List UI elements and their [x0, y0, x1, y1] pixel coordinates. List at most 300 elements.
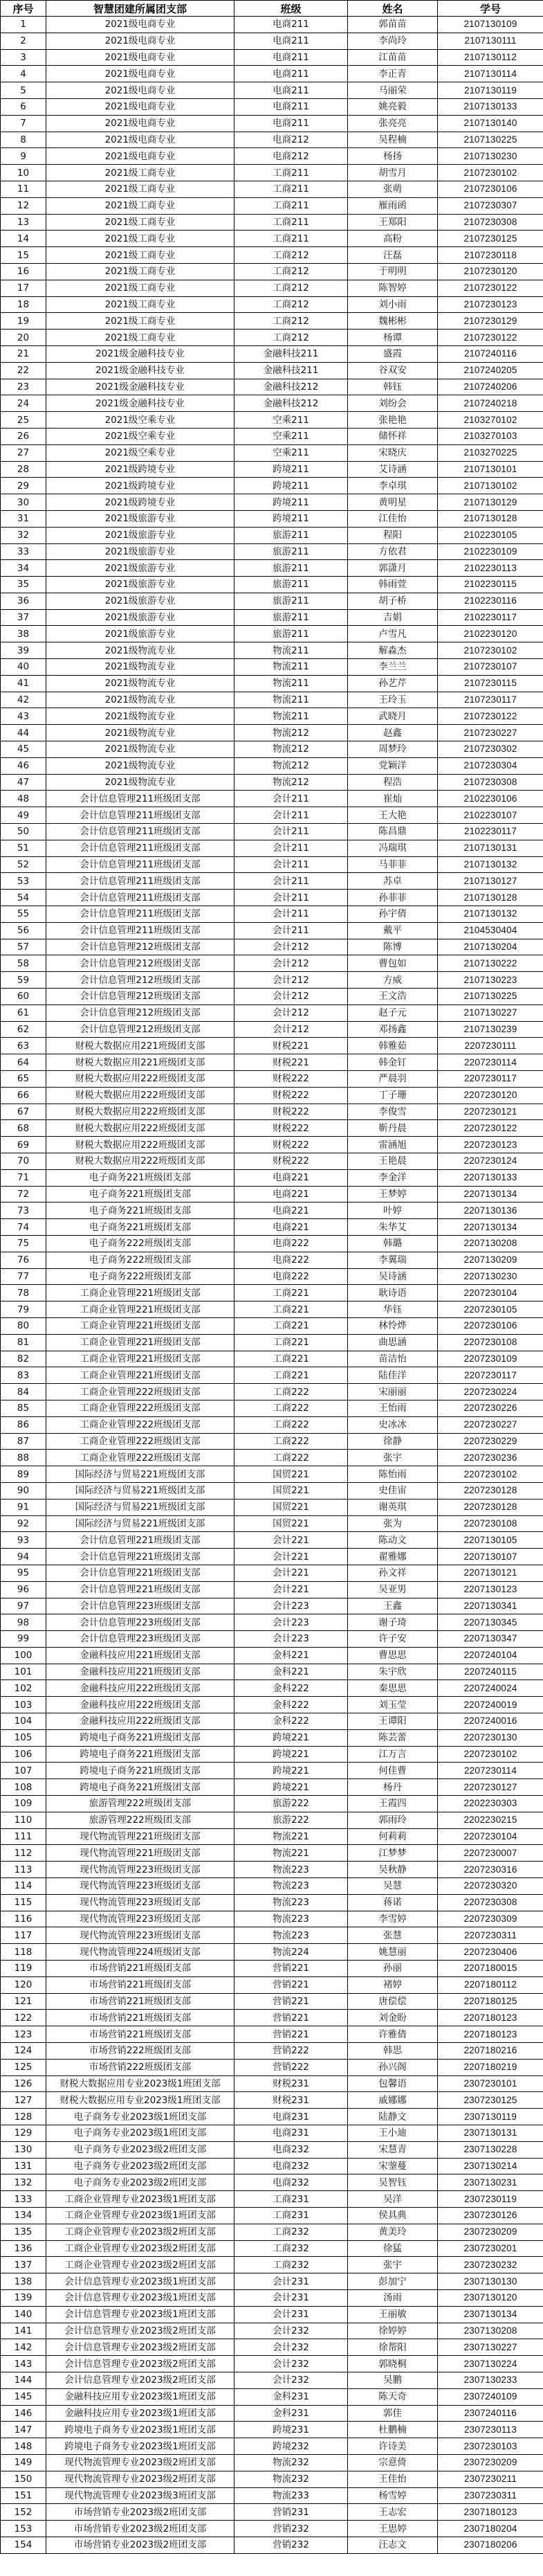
cell-index: 152 [1, 2504, 46, 2521]
table-row [1, 2454, 543, 2471]
cell-name: 林怜烨 [348, 1317, 438, 1334]
table-row [1, 642, 543, 659]
cell-student-id: 2307130228 [438, 2141, 543, 2158]
cell-name: 王艳晨 [348, 1153, 438, 1169]
cell-name: 李雪婷 [348, 1911, 438, 1927]
cell-index: 94 [1, 1549, 46, 1565]
cell-branch: 2021级电商专业 [46, 82, 234, 99]
cell-index: 5 [1, 82, 46, 99]
cell-branch: 2021级空乘专业 [46, 444, 234, 461]
cell-index: 53 [1, 873, 46, 890]
table-row [1, 1828, 543, 1845]
table-row [1, 1647, 543, 1664]
table-row [1, 1499, 543, 1515]
table-row [1, 2521, 543, 2537]
cell-branch: 国际经济与贸易221班级团支部 [46, 1466, 234, 1483]
table-row [1, 807, 543, 824]
cell-student-id: 2107130225 [438, 989, 543, 1005]
cell-branch: 电子商务221班级团支部 [46, 1169, 234, 1186]
cell-class: 会计232 [234, 2323, 348, 2339]
cell-name: 蒋诺 [348, 1894, 438, 1911]
cell-index: 118 [1, 1944, 46, 1961]
cell-branch: 2021级物流专业 [46, 741, 234, 758]
cell-index: 9 [1, 148, 46, 165]
table-row [1, 1219, 543, 1236]
table-row [1, 1581, 543, 1598]
cell-class: 电商222 [234, 1268, 348, 1285]
cell-index: 151 [1, 2487, 46, 2504]
cell-name: 王文浩 [348, 989, 438, 1005]
cell-index: 98 [1, 1614, 46, 1631]
cell-student-id: 2207230120 [438, 1087, 543, 1104]
cell-index: 147 [1, 2422, 46, 2438]
cell-class: 会计223 [234, 1631, 348, 1648]
cell-branch: 2021级电商专业 [46, 33, 234, 49]
cell-branch: 市场营销222班级团支部 [46, 2043, 234, 2060]
cell-index: 114 [1, 1878, 46, 1895]
cell-name: 吴慧 [348, 1878, 438, 1895]
cell-index: 126 [1, 2075, 46, 2092]
cell-class: 国贸221 [234, 1515, 348, 1532]
cell-branch: 会计信息管理223班级团支部 [46, 1631, 234, 1648]
table-row [1, 444, 543, 461]
cell-student-id: 2207230309 [438, 1911, 543, 1927]
cell-name: 戚娜娜 [348, 2092, 438, 2109]
cell-index: 40 [1, 659, 46, 676]
cell-index: 150 [1, 2471, 46, 2487]
cell-index: 115 [1, 1894, 46, 1911]
table-row [1, 2405, 543, 2422]
cell-class: 工商221 [234, 1317, 348, 1334]
cell-branch: 会计信息管理223班级团支部 [46, 1598, 234, 1614]
cell-name: 谷双安 [348, 362, 438, 379]
cell-name: 刘纷会 [348, 395, 438, 412]
cell-branch: 会计信息管理212班级团支部 [46, 1005, 234, 1021]
table-row [1, 1961, 543, 1977]
cell-class: 会计221 [234, 1532, 348, 1549]
table-row [1, 1317, 543, 1334]
cell-student-id: 2107130140 [438, 115, 543, 132]
cell-student-id: 2107230122 [438, 708, 543, 725]
cell-index: 105 [1, 1729, 46, 1746]
cell-branch: 2021级工商专业 [46, 263, 234, 280]
cell-name: 马菲菲 [348, 856, 438, 873]
cell-index: 29 [1, 478, 46, 494]
table-row [1, 1976, 543, 1993]
cell-class: 电商221 [234, 1203, 348, 1219]
cell-name: 吴洋 [348, 2191, 438, 2208]
cell-student-id: 2307230103 [438, 2438, 543, 2455]
table-row [1, 1466, 543, 1483]
cell-branch: 会计信息管理专业2023级1班团支部 [46, 2289, 234, 2306]
cell-name: 包馨语 [348, 2075, 438, 2092]
cell-student-id: 2207230226 [438, 1400, 543, 1416]
cell-name: 马丽荣 [348, 82, 438, 99]
cell-student-id: 2307230126 [438, 2207, 543, 2224]
cell-name: 王郑阳 [348, 214, 438, 231]
cell-class: 跨境232 [234, 2438, 348, 2455]
cell-class: 电商211 [234, 66, 348, 82]
cell-student-id: 2207130345 [438, 1614, 543, 1631]
cell-name: 陆佳洋 [348, 1367, 438, 1384]
cell-class: 电商211 [234, 82, 348, 99]
cell-index: 92 [1, 1515, 46, 1532]
cell-student-id: 2207230102 [438, 1746, 543, 1763]
cell-branch: 会计信息管理211班级团支部 [46, 840, 234, 856]
cell-class: 电商211 [234, 17, 348, 33]
table-row [1, 231, 543, 247]
cell-branch: 工商企业管理专业2023级1班团支部 [46, 2207, 234, 2224]
cell-class: 跨境211 [234, 478, 348, 494]
cell-index: 7 [1, 115, 46, 132]
cell-branch: 2021级电商专业 [46, 66, 234, 82]
cell-student-id: 2107230129 [438, 313, 543, 330]
cell-branch: 旅游管理222班级团支部 [46, 1812, 234, 1828]
cell-class: 工商212 [234, 296, 348, 313]
table-row [1, 280, 543, 296]
cell-student-id: 2207130134 [438, 1186, 543, 1203]
table-row [1, 478, 543, 494]
cell-student-id: 2107240205 [438, 362, 543, 379]
table-row [1, 1400, 543, 1416]
cell-name: 许子安 [348, 1631, 438, 1648]
cell-name: 朱华艾 [348, 1219, 438, 1236]
cell-branch: 2021级旅游专业 [46, 577, 234, 593]
cell-student-id: 2307230119 [438, 2191, 543, 2208]
cell-name: 刘金盼 [348, 2010, 438, 2026]
cell-student-id: 2202230215 [438, 1812, 543, 1828]
cell-index: 38 [1, 626, 46, 642]
cell-class: 营销221 [234, 2010, 348, 2026]
table-row [1, 2388, 543, 2405]
cell-student-id: 2207230104 [438, 1285, 543, 1301]
table-row [1, 1680, 543, 1697]
table-row [1, 1812, 543, 1828]
cell-index: 145 [1, 2388, 46, 2405]
cell-name: 王佳怡 [348, 2471, 438, 2487]
cell-student-id: 2107130230 [438, 148, 543, 165]
cell-class: 金科221 [234, 1664, 348, 1680]
cell-branch: 2021级物流专业 [46, 725, 234, 741]
cell-student-id: 2107230123 [438, 296, 543, 313]
cell-student-id: 2107130129 [438, 494, 543, 511]
cell-index: 140 [1, 2306, 46, 2323]
cell-student-id: 2307130120 [438, 2289, 543, 2306]
cell-name: 苏卓 [348, 873, 438, 890]
cell-class: 会计231 [234, 2273, 348, 2290]
cell-index: 26 [1, 428, 46, 444]
cell-name: 程阳 [348, 527, 438, 543]
cell-branch: 2021级跨境专业 [46, 461, 234, 478]
table-row [1, 577, 543, 593]
cell-index: 45 [1, 741, 46, 758]
cell-index: 13 [1, 214, 46, 231]
cell-index: 62 [1, 1021, 46, 1038]
cell-class: 国贸221 [234, 1499, 348, 1515]
cell-class: 金融科技212 [234, 395, 348, 412]
cell-index: 44 [1, 725, 46, 741]
cell-name: 谢英琪 [348, 1499, 438, 1515]
table-row [1, 906, 543, 923]
cell-index: 58 [1, 955, 46, 972]
table-row [1, 1515, 543, 1532]
cell-index: 46 [1, 757, 46, 774]
cell-branch: 会计信息管理专业2023级2班团支部 [46, 2339, 234, 2356]
cell-class: 电商211 [234, 98, 348, 115]
cell-class: 工商221 [234, 1334, 348, 1351]
cell-student-id: 2107130109 [438, 17, 543, 33]
cell-branch: 市场营销专业2023级2班团支部 [46, 2537, 234, 2553]
cell-branch: 会计信息管理212班级团支部 [46, 972, 234, 989]
cell-branch: 工商企业管理222班级团支部 [46, 1416, 234, 1433]
table-row [1, 494, 543, 511]
table-row [1, 2010, 543, 2026]
cell-student-id: 2207130136 [438, 1203, 543, 1219]
cell-branch: 现代物流管理223班级团支部 [46, 1894, 234, 1911]
cell-branch: 会计信息管理专业2023级2班团支部 [46, 2323, 234, 2339]
cell-class: 工商211 [234, 181, 348, 197]
cell-branch: 现代物流管理224班级团支部 [46, 1944, 234, 1961]
cell-class: 物流224 [234, 1944, 348, 1961]
cell-student-id: 2307230211 [438, 2471, 543, 2487]
cell-name: 苗洁怡 [348, 1351, 438, 1367]
cell-index: 78 [1, 1285, 46, 1301]
cell-branch: 工商企业管理221班级团支部 [46, 1317, 234, 1334]
cell-class: 会计211 [234, 873, 348, 890]
cell-class: 金融科技212 [234, 379, 348, 395]
cell-branch: 2021级金融科技专业 [46, 362, 234, 379]
cell-name: 叶婷 [348, 1203, 438, 1219]
table-row [1, 890, 543, 906]
cell-student-id: 2207230114 [438, 1054, 543, 1071]
cell-student-id: 2102230117 [438, 824, 543, 840]
cell-class: 金科221 [234, 1647, 348, 1664]
cell-class: 会计212 [234, 1021, 348, 1038]
cell-branch: 2021级电商专业 [46, 148, 234, 165]
cell-index: 31 [1, 510, 46, 527]
cell-class: 工商222 [234, 1400, 348, 1416]
table-row [1, 692, 543, 708]
table-row [1, 560, 543, 577]
table-row [1, 626, 543, 642]
cell-student-id: 2207230104 [438, 1828, 543, 1845]
cell-class: 会计211 [234, 791, 348, 807]
table-row [1, 1416, 543, 1433]
table-body [1, 17, 543, 2554]
cell-name: 耿诗语 [348, 1285, 438, 1301]
cell-student-id: 2307130131 [438, 2125, 543, 2142]
cell-branch: 工商企业管理专业2023级2班团支部 [46, 2240, 234, 2257]
table-row [1, 840, 543, 856]
cell-index: 4 [1, 66, 46, 82]
cell-name: 翟雅娜 [348, 1549, 438, 1565]
cell-class: 金科222 [234, 1713, 348, 1730]
table-row [1, 593, 543, 609]
table-row [1, 1137, 543, 1153]
cell-index: 14 [1, 231, 46, 247]
cell-name: 汪志文 [348, 2537, 438, 2553]
cell-branch: 现代物流管理223班级团支部 [46, 1878, 234, 1895]
col-header-class: 班级 [234, 1, 348, 17]
cell-name: 孙兴阁 [348, 2059, 438, 2075]
table-row [1, 2471, 543, 2487]
cell-index: 60 [1, 989, 46, 1005]
cell-branch: 电子商务专业2023级2班团支部 [46, 2141, 234, 2158]
cell-class: 空乘211 [234, 412, 348, 429]
cell-branch: 现代物流管理221班级团支部 [46, 1845, 234, 1862]
cell-branch: 会计信息管理221班级团支部 [46, 1549, 234, 1565]
cell-name: 许雅倩 [348, 2026, 438, 2043]
cell-name: 杜鹏楠 [348, 2422, 438, 2438]
cell-student-id: 2102230105 [438, 527, 543, 543]
cell-branch: 2021级空乘专业 [46, 412, 234, 429]
cell-class: 财税222 [234, 1087, 348, 1104]
table-row [1, 2323, 543, 2339]
cell-student-id: 2207180125 [438, 1993, 543, 2010]
cell-student-id: 2107230307 [438, 197, 543, 214]
table-row [1, 2026, 543, 2043]
cell-index: 88 [1, 1450, 46, 1466]
cell-name: 韩钰 [348, 379, 438, 395]
cell-index: 22 [1, 362, 46, 379]
cell-name: 郭晓桐 [348, 2356, 438, 2372]
cell-branch: 工商企业管理222班级团支部 [46, 1450, 234, 1466]
cell-name: 张为 [348, 1515, 438, 1532]
cell-branch: 2021级空乘专业 [46, 428, 234, 444]
cell-student-id: 2107130225 [438, 132, 543, 148]
cell-name: 戴平 [348, 922, 438, 939]
cell-branch: 现代物流管理223班级团支部 [46, 1862, 234, 1878]
table-row [1, 165, 543, 181]
cell-class: 会计223 [234, 1614, 348, 1631]
cell-branch: 财税大数据应用222班级团支部 [46, 1120, 234, 1137]
cell-class: 金融科技211 [234, 345, 348, 362]
cell-index: 95 [1, 1565, 46, 1581]
cell-branch: 跨境电子商务221班级团支部 [46, 1763, 234, 1779]
cell-index: 72 [1, 1186, 46, 1203]
cell-index: 80 [1, 1317, 46, 1334]
table-row [1, 82, 543, 99]
cell-class: 工商212 [234, 330, 348, 346]
table-row [1, 1367, 543, 1384]
cell-branch: 现代物流管理专业2023级2班团支部 [46, 2471, 234, 2487]
cell-name: 韩雅茹 [348, 1038, 438, 1054]
cell-index: 89 [1, 1466, 46, 1483]
table-row [1, 1729, 543, 1746]
cell-student-id: 2103270225 [438, 444, 543, 461]
cell-name: 丁子珊 [348, 1087, 438, 1104]
table-row [1, 2207, 543, 2224]
cell-student-id: 2107230122 [438, 330, 543, 346]
cell-branch: 工商企业管理专业2023级2班团支部 [46, 2257, 234, 2273]
table-row [1, 2059, 543, 2075]
cell-branch: 电子商务专业2023级2班团支部 [46, 2174, 234, 2191]
cell-class: 会计231 [234, 2306, 348, 2323]
cell-branch: 2021级工商专业 [46, 296, 234, 313]
cell-branch: 会计信息管理211班级团支部 [46, 824, 234, 840]
cell-student-id: 2107130128 [438, 510, 543, 527]
table-row [1, 1614, 543, 1631]
cell-branch: 2021级旅游专业 [46, 527, 234, 543]
table-row [1, 1071, 543, 1088]
cell-student-id: 2207230109 [438, 1351, 543, 1367]
cell-name: 党颖洋 [348, 757, 438, 774]
cell-branch: 2021级工商专业 [46, 280, 234, 296]
cell-branch: 工商企业管理221班级团支部 [46, 1351, 234, 1367]
table-row [1, 1878, 543, 1895]
cell-index: 63 [1, 1038, 46, 1054]
cell-student-id: 2307230201 [438, 2240, 543, 2257]
cell-branch: 会计信息管理专业2023级1班团支部 [46, 2306, 234, 2323]
cell-class: 会计221 [234, 1549, 348, 1565]
cell-branch: 现代物流管理223班级团支部 [46, 1927, 234, 1944]
table-row [1, 197, 543, 214]
cell-index: 138 [1, 2273, 46, 2290]
cell-student-id: 2107230125 [438, 231, 543, 247]
cell-name: 陈昌鼎 [348, 824, 438, 840]
table-row [1, 1268, 543, 1285]
cell-index: 73 [1, 1203, 46, 1219]
cell-branch: 财税大数据应用221班级团支部 [46, 1054, 234, 1071]
cell-branch: 现代物流管理专业2023级2班团支部 [46, 2454, 234, 2471]
cell-index: 76 [1, 1252, 46, 1268]
cell-student-id: 2207240115 [438, 1664, 543, 1680]
cell-class: 旅游211 [234, 609, 348, 626]
cell-class: 营销231 [234, 2504, 348, 2521]
cell-student-id: 2107230102 [438, 642, 543, 659]
cell-index: 43 [1, 708, 46, 725]
cell-class: 电商222 [234, 1252, 348, 1268]
cell-index: 74 [1, 1219, 46, 1236]
cell-name: 宋慧青 [348, 2141, 438, 2158]
table-row [1, 1993, 543, 2010]
table-row [1, 1433, 543, 1450]
cell-name: 张宇 [348, 2257, 438, 2273]
table-row [1, 873, 543, 890]
cell-student-id: 2207230007 [438, 1845, 543, 1862]
cell-class: 营销221 [234, 1993, 348, 2010]
cell-branch: 跨境电子商务221班级团支部 [46, 1746, 234, 1763]
cell-name: 褚婷 [348, 1976, 438, 1993]
table-row [1, 412, 543, 429]
cell-name: 周梦玲 [348, 741, 438, 758]
cell-name: 姚亮毅 [348, 98, 438, 115]
cell-name: 王霞四 [348, 1796, 438, 1812]
cell-branch: 工商企业管理221班级团支部 [46, 1285, 234, 1301]
cell-class: 营销232 [234, 2537, 348, 2553]
cell-student-id: 2207180015 [438, 1961, 543, 1977]
cell-student-id: 2207130208 [438, 1235, 543, 1252]
cell-student-id: 2207230117 [438, 1367, 543, 1384]
cell-name: 盛霞 [348, 345, 438, 362]
cell-class: 电商221 [234, 1219, 348, 1236]
cell-index: 65 [1, 1071, 46, 1088]
cell-student-id: 2102230117 [438, 609, 543, 626]
cell-index: 101 [1, 1664, 46, 1680]
cell-index: 90 [1, 1482, 46, 1499]
cell-student-id: 2307230101 [438, 2075, 543, 2092]
cell-name: 秦思思 [348, 1680, 438, 1697]
table-row [1, 1005, 543, 1021]
cell-index: 64 [1, 1054, 46, 1071]
cell-student-id: 2207230106 [438, 1317, 543, 1334]
cell-name: 于明明 [348, 263, 438, 280]
cell-class: 空乘211 [234, 428, 348, 444]
cell-index: 108 [1, 1779, 46, 1796]
cell-index: 136 [1, 2240, 46, 2257]
table-row [1, 939, 543, 955]
cell-name: 李卓琪 [348, 478, 438, 494]
